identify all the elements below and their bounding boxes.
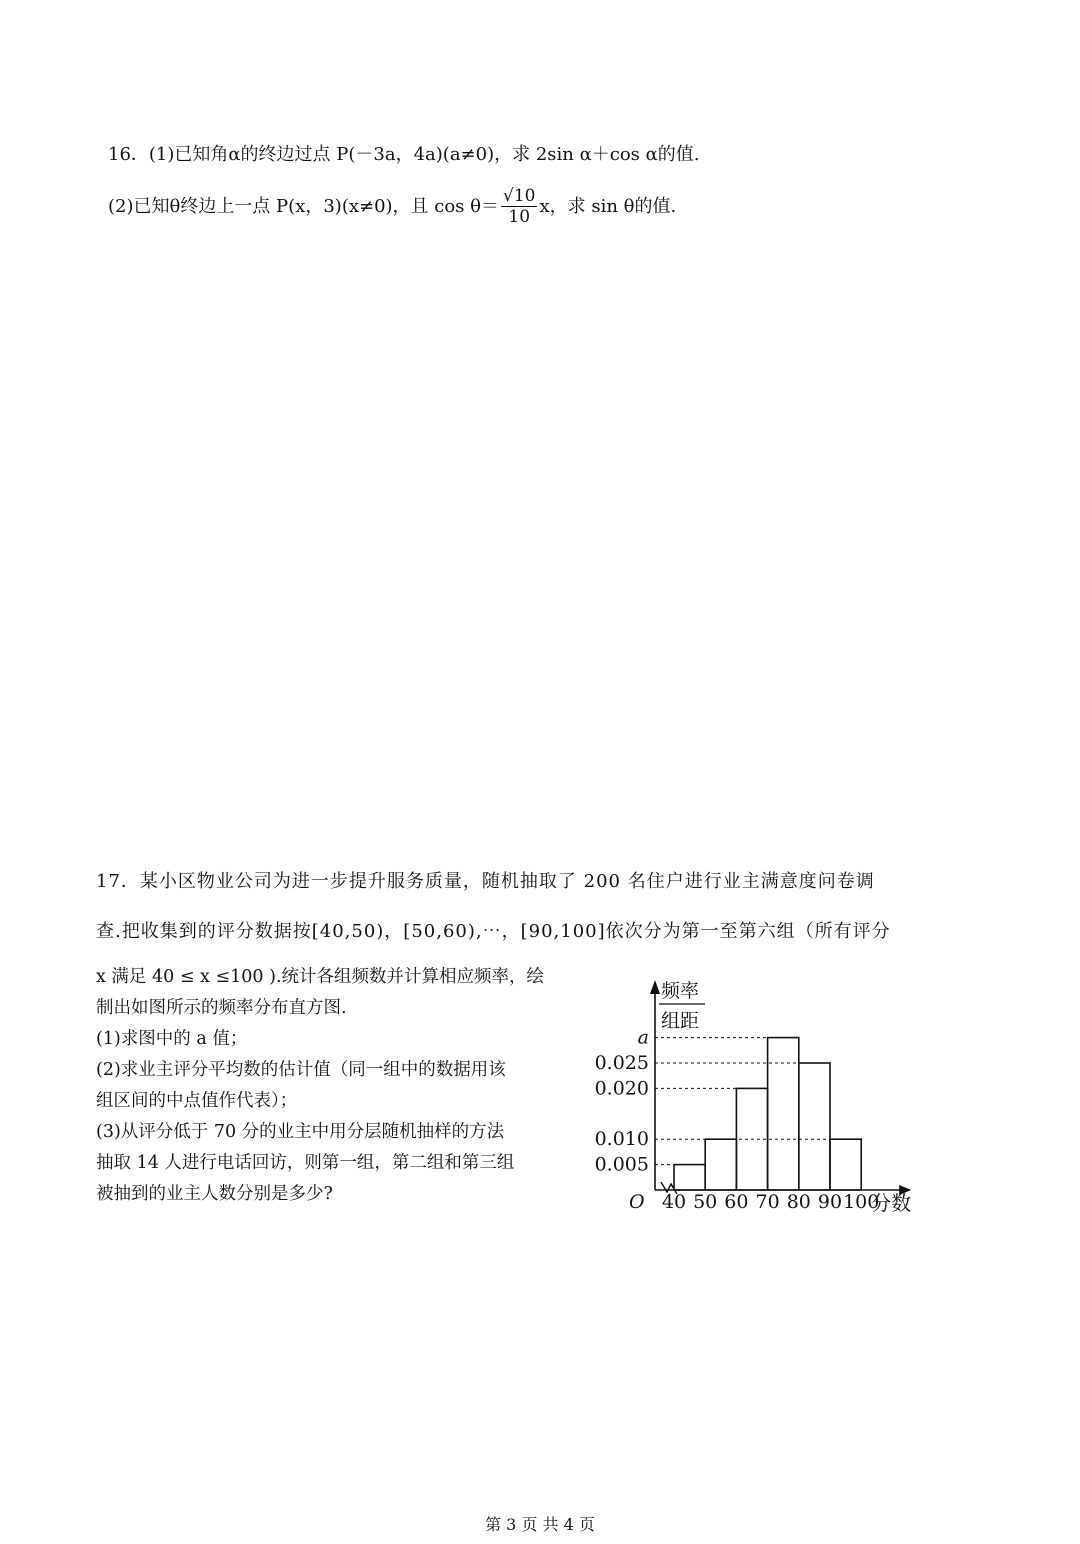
x-tick-label: 80 bbox=[786, 1191, 811, 1213]
y-tick-label: 0.020 bbox=[594, 1077, 649, 1100]
q16-line2 bbox=[108, 186, 1008, 227]
x-axis-label: 分数 bbox=[871, 1191, 912, 1215]
q17-line2: 查.把收集到的评分数据按[40,50)，[50,60),⋯，[90,100]依次分为第一至第六组（所有评分 bbox=[96, 921, 891, 942]
q16-line1: 16．(1)已知角α的终边过点 P(－3a，4a)(a≠0)，求 2sin α＋cos α的值. bbox=[108, 144, 700, 165]
y-tick-label: 0.010 bbox=[594, 1128, 649, 1151]
fraction-numerator: √10 bbox=[502, 186, 536, 206]
q17-text-line: 被抽到的业主人数分别是多少? bbox=[96, 1184, 333, 1204]
fraction-denominator: 10 bbox=[508, 207, 531, 227]
sqrt10-over-10-fraction bbox=[501, 186, 537, 227]
frequency-histogram bbox=[590, 970, 940, 1220]
y-axis-arrow bbox=[650, 980, 660, 994]
histogram-bar bbox=[799, 1063, 830, 1190]
page-footer: 第 3 页 共 4 页 bbox=[485, 1515, 595, 1534]
y-tick-label: 0.025 bbox=[594, 1052, 649, 1074]
q17-text-line: 组区间的中点值作代表）； bbox=[96, 1091, 298, 1111]
x-tick-label: 70 bbox=[755, 1191, 780, 1213]
x-tick-label: 100 bbox=[843, 1191, 880, 1213]
q17-text-line: (3)从评分低于 70 分的业主中用分层随机抽样的方法 bbox=[96, 1122, 505, 1142]
q17-text-line: 制出如图所示的频率分布直方图. bbox=[96, 998, 347, 1018]
y-tick-label: a bbox=[637, 1026, 649, 1049]
q17-text-line: 抽取 14 人进行电话回访，则第一组，第二组和第三组 bbox=[96, 1153, 515, 1173]
histogram-bar bbox=[674, 1165, 705, 1190]
x-tick-label: 50 bbox=[693, 1191, 718, 1213]
q17-text-line: (2)求业主评分平均数的估计值（同一组中的数据用该 bbox=[96, 1060, 506, 1080]
q17-text-line: (1)求图中的 a 值； bbox=[96, 1029, 248, 1049]
x-tick-label: 40 bbox=[661, 1191, 687, 1213]
question-16 bbox=[108, 140, 1008, 227]
x-tick-label: 90 bbox=[817, 1191, 843, 1213]
q16-line2-pre: (2)已知θ终边上一点 P(x，3)(x≠0)，且 cos θ＝ bbox=[108, 195, 499, 217]
q17-text-block bbox=[96, 962, 586, 1210]
q17-text-line: x 满足 40 ≤ x ≤100 ).统计各组频数并计算相应频率，绘 bbox=[96, 967, 545, 987]
y-label-bottom: 组距 bbox=[661, 1010, 700, 1032]
x-tick-label: 60 bbox=[724, 1191, 749, 1213]
y-tick-label: 0.005 bbox=[594, 1153, 649, 1176]
q16-line2-post: x，求 sin θ的值. bbox=[539, 195, 677, 217]
histogram-bar bbox=[705, 1139, 736, 1190]
y-label-top: 频率 bbox=[661, 980, 700, 1002]
origin-label: O bbox=[629, 1191, 645, 1213]
q17-line1: 17．某小区物业公司为进一步提升服务质量，随机抽取了 200 名住户进行业主满意度问卷调 bbox=[96, 871, 875, 892]
histogram-bar bbox=[830, 1139, 861, 1190]
histogram-bar bbox=[768, 1038, 799, 1190]
histogram-svg bbox=[590, 970, 940, 1220]
